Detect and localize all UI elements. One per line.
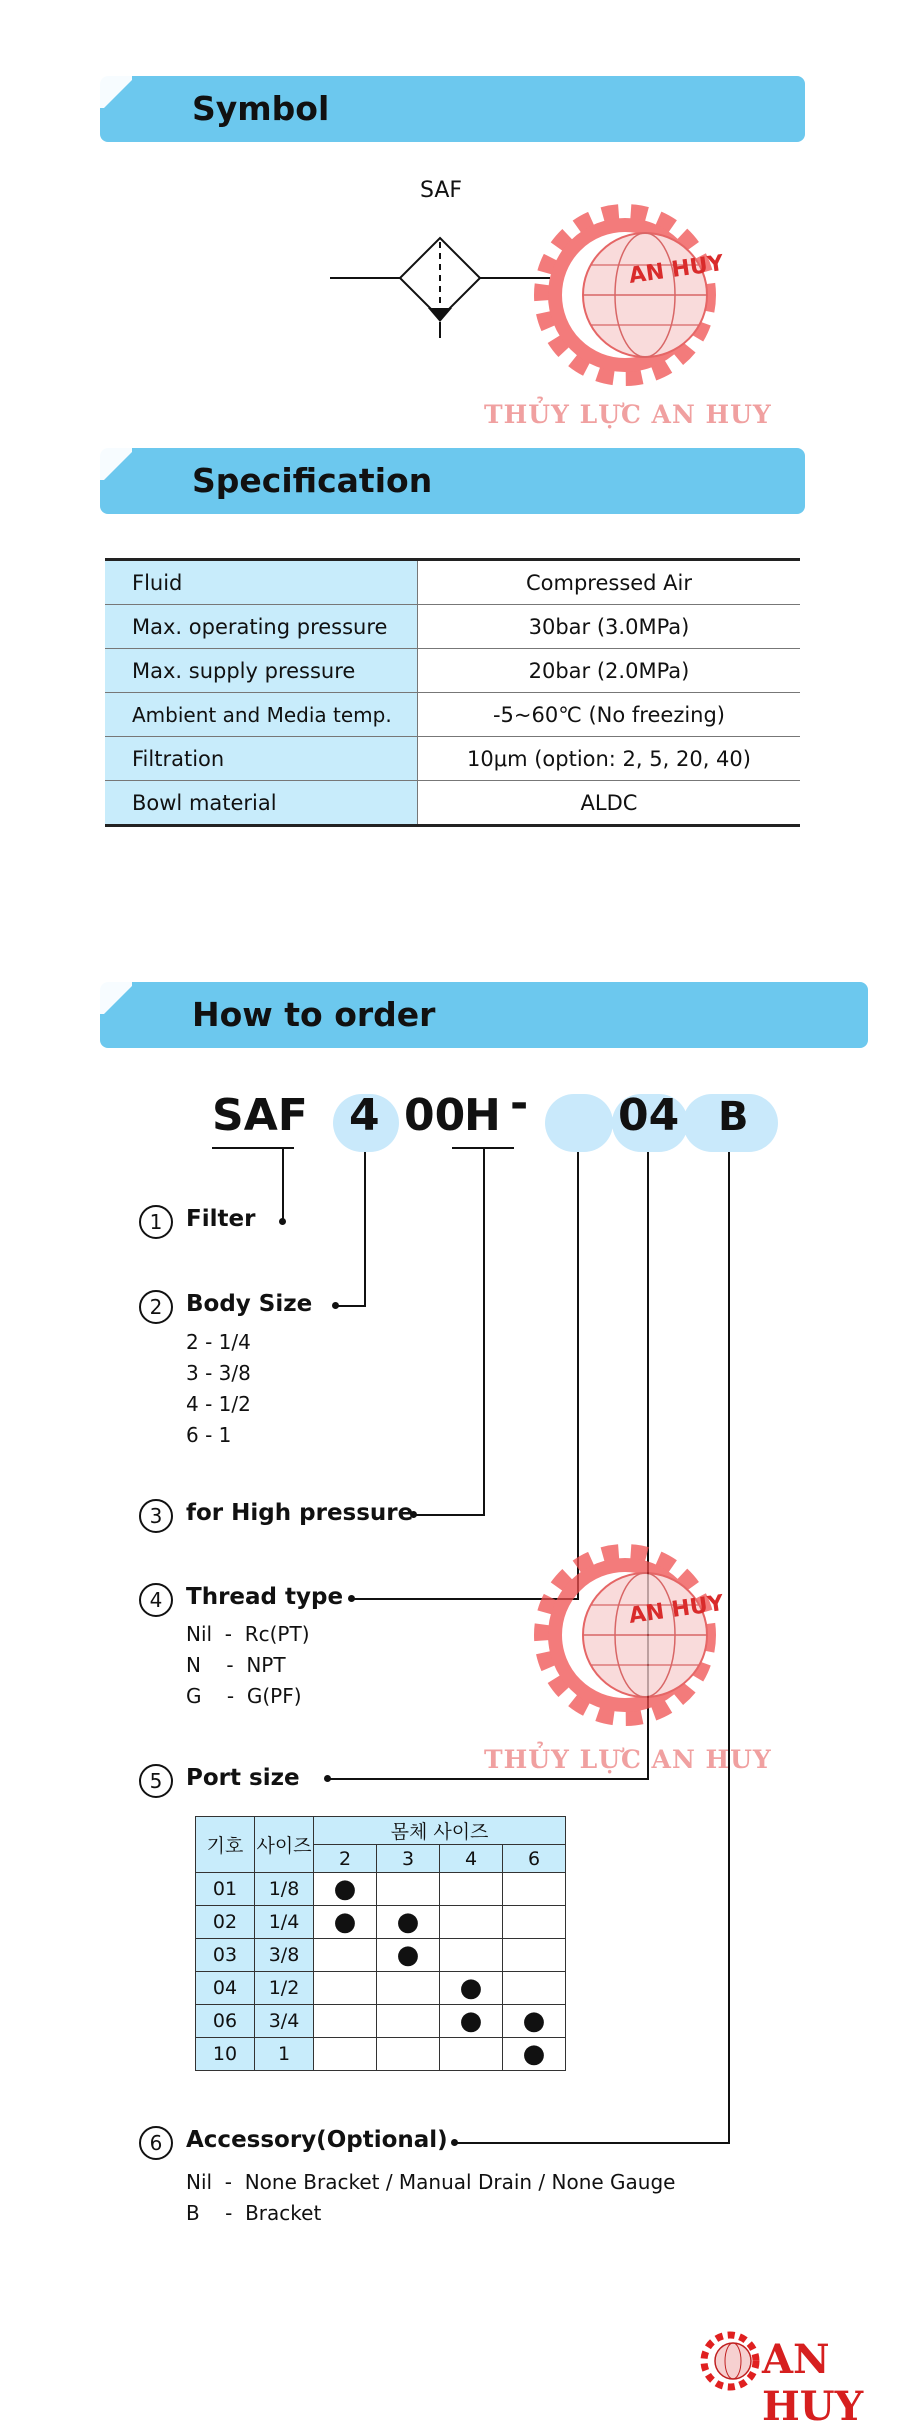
leader-dot <box>348 1595 355 1602</box>
port-code: 04 <box>196 1972 255 2005</box>
an-huy-logo-icon <box>695 2328 765 2394</box>
leader-line <box>728 1152 730 2144</box>
port-availability-cell <box>503 1906 566 1939</box>
spec-value: 10μm (option: 2, 5, 20, 40) <box>418 737 801 781</box>
spec-key: Fluid <box>105 560 418 605</box>
table-row <box>105 649 800 693</box>
filter-symbol-diagram <box>320 230 560 340</box>
code-port-size: 04 <box>618 1090 680 1141</box>
item-number-3: 3 <box>139 1499 173 1533</box>
port-code: 06 <box>196 2005 255 2038</box>
availability-mark: ● <box>522 2039 546 2069</box>
item-number-4: 4 <box>139 1583 173 1617</box>
port-availability-cell <box>377 1972 440 2005</box>
thread-type-option: G - G(PF) <box>186 1684 302 1708</box>
port-availability-cell <box>377 1873 440 1906</box>
code-accessory: B <box>718 1094 749 1140</box>
port-size: 1/4 <box>255 1906 314 1939</box>
leader-line <box>282 1149 284 1222</box>
port-table-body-size: 6 <box>503 1845 566 1873</box>
section-title-symbol: Symbol <box>192 89 330 128</box>
port-size: 3/8 <box>255 1939 314 1972</box>
item-label-accessory: Accessory(Optional) <box>186 2127 448 2153</box>
port-size-table <box>195 1816 566 2071</box>
section-title-specification: Specification <box>192 461 433 500</box>
code-dash: - <box>510 1078 529 1129</box>
code-model: SAF <box>212 1090 308 1141</box>
port-availability-cell <box>440 1939 503 1972</box>
port-availability-cell <box>377 1906 440 1939</box>
port-size: 3/4 <box>255 2005 314 2038</box>
port-availability-cell <box>377 2005 440 2038</box>
leader-line <box>364 1152 366 1307</box>
gear-globe-watermark-icon <box>525 1535 725 1735</box>
port-table-body-size: 2 <box>314 1845 377 1873</box>
item-number-5: 5 <box>139 1764 173 1798</box>
spec-value: ALDC <box>418 781 801 826</box>
port-code: 01 <box>196 1873 255 1906</box>
leader-line <box>335 1305 366 1307</box>
how-to-order-banner <box>100 982 868 1048</box>
spec-value: 30bar (3.0MPa) <box>418 605 801 649</box>
leader-line <box>327 1778 649 1780</box>
section-title-how-to-order: How to order <box>192 995 436 1034</box>
table-row <box>196 2038 566 2071</box>
port-code: 02 <box>196 1906 255 1939</box>
code-body-size: 4 <box>349 1090 380 1141</box>
table-row <box>105 560 800 605</box>
code-pill-thread-type <box>545 1094 613 1152</box>
leader-line <box>413 1514 485 1516</box>
availability-mark: ● <box>396 1940 420 1970</box>
port-table-body-size: 4 <box>440 1845 503 1873</box>
port-table-header-body: 몸체 사이즈 <box>314 1817 566 1845</box>
table-row <box>105 605 800 649</box>
port-availability-cell <box>440 1906 503 1939</box>
table-row <box>196 1906 566 1939</box>
thread-type-option: N - NPT <box>186 1653 286 1677</box>
availability-mark: ● <box>522 2006 546 2036</box>
body-size-option: 6 - 1 <box>186 1423 232 1447</box>
port-code: 03 <box>196 1939 255 1972</box>
port-availability-cell <box>377 1939 440 1972</box>
port-availability-cell <box>377 2038 440 2071</box>
item-label-filter: Filter <box>186 1206 256 1232</box>
port-size: 1/2 <box>255 1972 314 2005</box>
leader-line <box>483 1149 485 1516</box>
table-row <box>105 693 800 737</box>
port-availability-cell <box>440 2038 503 2071</box>
spec-key: Bowl material <box>105 781 418 826</box>
symbol-label: SAF <box>420 178 463 203</box>
availability-mark: ● <box>396 1907 420 1937</box>
port-availability-cell <box>503 1939 566 1972</box>
specification-table <box>105 558 800 827</box>
port-availability-cell <box>503 1873 566 1906</box>
availability-mark: ● <box>459 2006 483 2036</box>
table-row <box>105 781 800 826</box>
corner-fold-icon <box>100 982 132 1014</box>
port-code: 10 <box>196 2038 255 2071</box>
port-table-header-code: 기호 <box>196 1817 255 1873</box>
thread-type-option: Nil - Rc(PT) <box>186 1622 310 1646</box>
port-availability-cell <box>314 2005 377 2038</box>
watermark-text: THỦY LỰC AN HUY <box>484 400 772 429</box>
item-number-1: 1 <box>139 1205 173 1239</box>
specification-banner <box>100 448 805 514</box>
body-size-option: 2 - 1/4 <box>186 1330 251 1354</box>
watermark-seal-text: AN HUY <box>627 250 725 289</box>
port-size: 1/8 <box>255 1873 314 1906</box>
port-availability-cell <box>314 2038 377 2071</box>
port-availability-cell <box>440 1873 503 1906</box>
spec-value: 20bar (2.0MPa) <box>418 649 801 693</box>
port-availability-cell <box>503 2038 566 2071</box>
port-availability-cell <box>314 1939 377 1972</box>
port-table-body-size: 3 <box>377 1845 440 1873</box>
body-size-option: 4 - 1/2 <box>186 1392 251 1416</box>
body-size-option: 3 - 3/8 <box>186 1361 251 1385</box>
availability-mark: ● <box>333 1907 357 1937</box>
gear-globe-watermark-icon <box>525 195 725 395</box>
leader-dot <box>332 1302 339 1309</box>
table-row <box>196 1873 566 1906</box>
port-availability-cell <box>314 1972 377 2005</box>
spec-value: Compressed Air <box>418 560 801 605</box>
code-high-pressure: H <box>464 1090 501 1141</box>
spec-key: Filtration <box>105 737 418 781</box>
port-availability-cell <box>314 1906 377 1939</box>
code-series: 00 <box>404 1090 466 1141</box>
port-availability-cell <box>503 1972 566 2005</box>
spec-key: Max. supply pressure <box>105 649 418 693</box>
port-size: 1 <box>255 2038 314 2071</box>
spec-key: Ambient and Media temp. <box>105 693 418 737</box>
port-availability-cell <box>503 2005 566 2038</box>
port-table-header-size: 사이즈 <box>255 1817 314 1873</box>
table-row <box>196 1939 566 1972</box>
watermark-seal-text: AN HUY <box>627 1590 725 1629</box>
spec-value: -5~60℃ (No freezing) <box>418 693 801 737</box>
port-availability-cell <box>314 1873 377 1906</box>
leader-dot <box>451 2139 458 2146</box>
table-row <box>105 737 800 781</box>
leader-line <box>454 2142 730 2144</box>
port-availability-cell <box>440 2005 503 2038</box>
table-row <box>196 2005 566 2038</box>
item-number-2: 2 <box>139 1290 173 1324</box>
watermark-text: THỦY LỰC AN HUY <box>484 1745 772 1774</box>
leader-line <box>577 1152 579 1600</box>
corner-fold-icon <box>100 76 132 108</box>
table-row <box>196 1972 566 2005</box>
accessory-option: Nil - None Bracket / Manual Drain / None Gauge <box>186 2170 676 2194</box>
port-availability-cell <box>440 1972 503 2005</box>
item-label-body-size: Body Size <box>186 1291 313 1317</box>
leader-dot <box>279 1218 286 1225</box>
footer-logo-text: AN HUY <box>762 2336 864 2430</box>
accessory-option: B - Bracket <box>186 2201 322 2225</box>
corner-fold-icon <box>100 448 132 480</box>
spec-key: Max. operating pressure <box>105 605 418 649</box>
availability-mark: ● <box>459 1973 483 2003</box>
item-label-thread-type: Thread type <box>186 1584 344 1610</box>
item-label-high-pressure: for High pressure <box>186 1500 414 1526</box>
item-label-port-size: Port size <box>186 1765 300 1791</box>
item-number-6: 6 <box>139 2126 173 2160</box>
symbol-banner <box>100 76 805 142</box>
availability-mark: ● <box>333 1874 357 1904</box>
leader-dot <box>324 1775 331 1782</box>
